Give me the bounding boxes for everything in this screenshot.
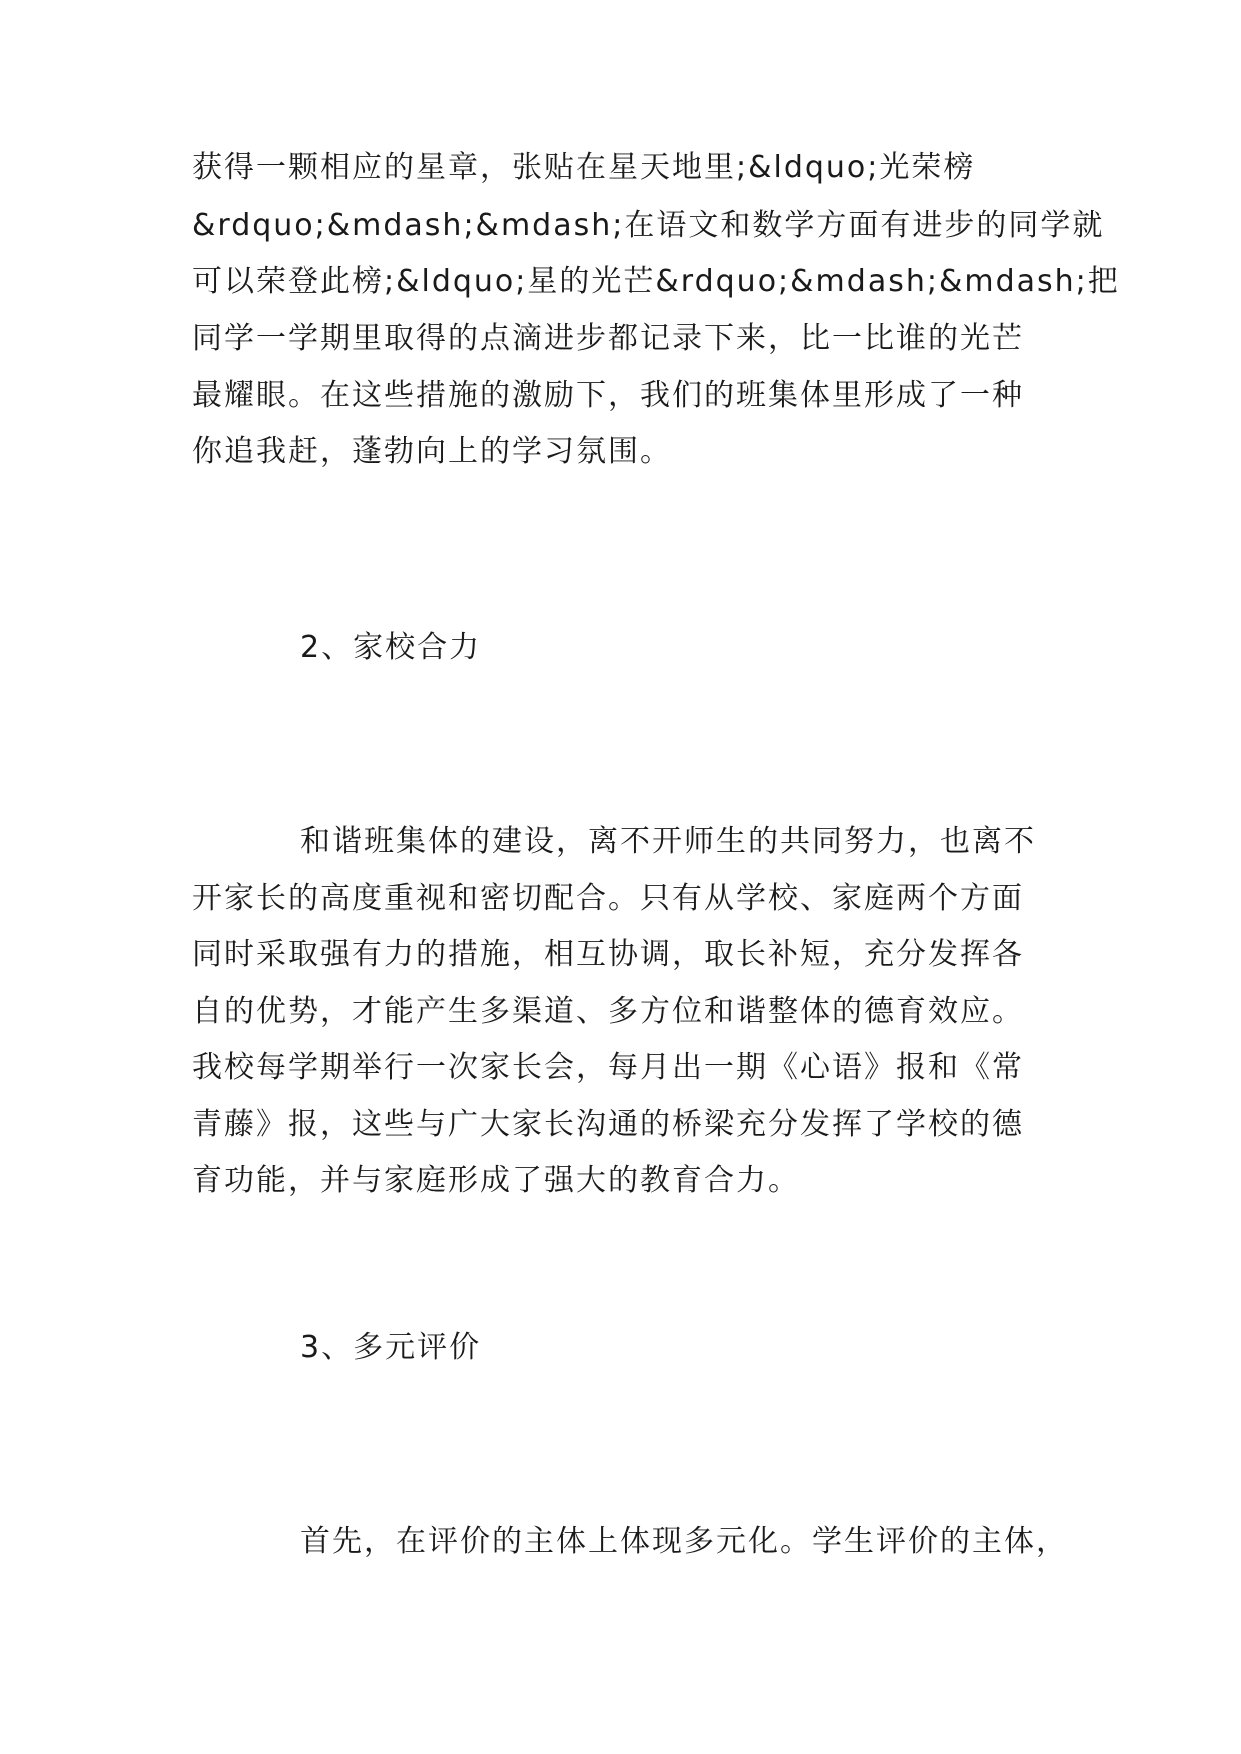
paragraph-1-line-5: 最耀眼。在这些措施的激励下，我们的班集体里形成了一种 — [192, 378, 1024, 413]
section-heading-family-school: 2、家校合力 — [300, 630, 482, 665]
paragraph-2-line-1: 和谐班集体的建设，离不开师生的共同努力，也离不 — [300, 824, 1036, 859]
paragraph-3-line-1: 首先，在评价的主体上体现多元化。学生评价的主体， — [300, 1524, 1068, 1559]
section-heading-diverse-evaluation: 3、多元评价 — [300, 1330, 482, 1365]
paragraph-2-line-5: 我校每学期举行一次家长会，每月出一期《心语》报和《常 — [192, 1050, 1024, 1085]
paragraph-2-line-6: 青藤》报，这些与广大家长沟通的桥梁充分发挥了学校的德 — [192, 1107, 1024, 1142]
paragraph-1-line-1: 获得一颗相应的星章，张贴在星天地里;&ldquo;光荣榜 — [192, 150, 976, 185]
paragraph-1-line-3: 可以荣登此榜;&ldquo;星的光芒&rdquo;&mdash;&mdash;把 — [192, 264, 1120, 299]
paragraph-2-line-3: 同时采取强有力的措施，相互协调，取长补短，充分发挥各 — [192, 937, 1024, 972]
paragraph-2-line-2: 开家长的高度重视和密切配合。只有从学校、家庭两个方面 — [192, 881, 1024, 916]
paragraph-2-line-7: 育功能，并与家庭形成了强大的教育合力。 — [192, 1163, 800, 1198]
paragraph-1-line-4: 同学一学期里取得的点滴进步都记录下来，比一比谁的光芒 — [192, 321, 1024, 356]
paragraph-2-line-4: 自的优势，才能产生多渠道、多方位和谐整体的德育效应。 — [192, 994, 1024, 1029]
paragraph-1-line-6: 你追我赶，蓬勃向上的学习氛围。 — [192, 434, 672, 469]
paragraph-1-line-2: &rdquo;&mdash;&mdash;在语文和数学方面有进步的同学就 — [192, 208, 1105, 243]
